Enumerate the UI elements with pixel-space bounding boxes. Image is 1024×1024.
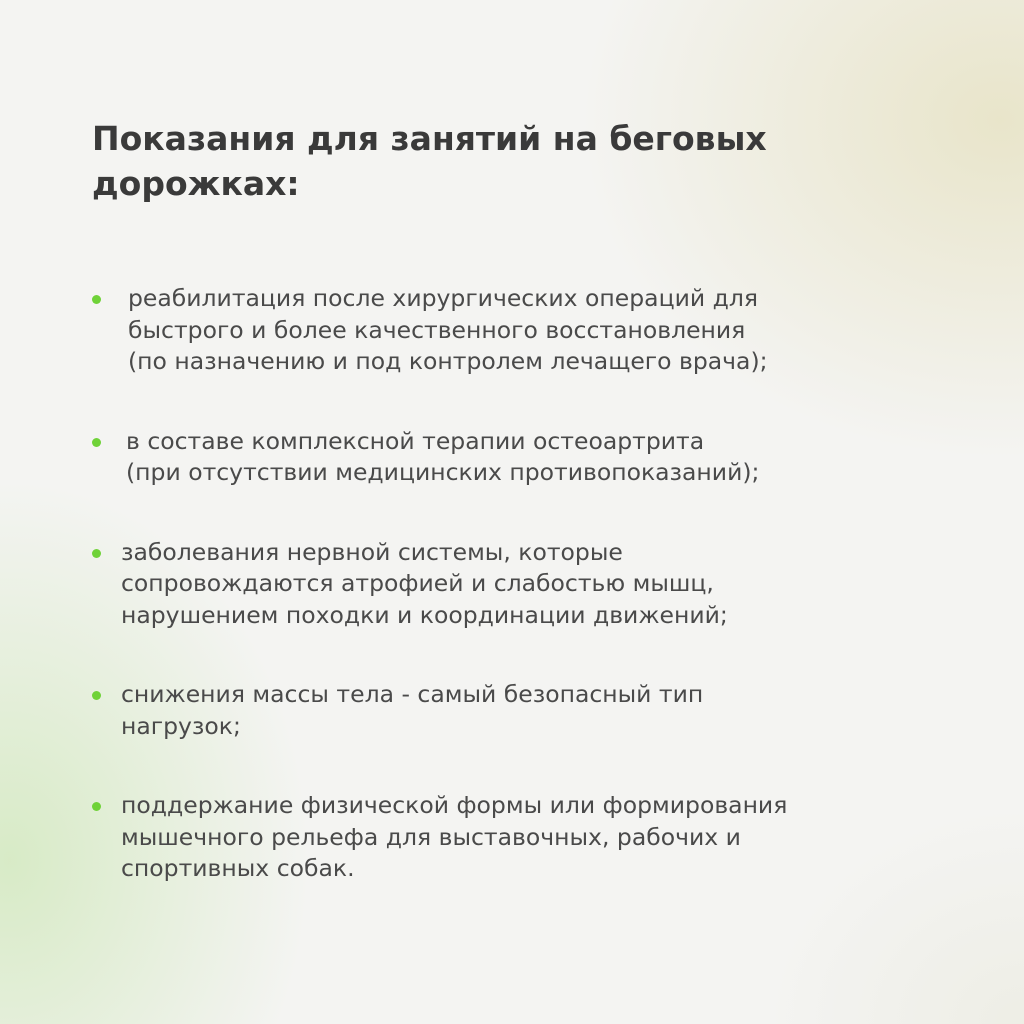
bullet-dot-icon [92,295,101,304]
list-item [92,426,972,489]
list-item-text: поддержание физической формы или формирования мышечного рельефа для выставочных, рабочих и спортивных собак. [121,791,788,882]
list-item-text: снижения массы тела - самый безопасный тип нагрузок; [121,680,704,740]
bullet-dot-icon [92,802,101,811]
bullet-dot-icon [92,549,101,558]
list-item-text: в составе комплексной терапии остеоартрита (при отсутствии медицинских противопоказаний); [126,426,760,486]
list-item [92,537,972,632]
list-item-text: заболевания нервной системы, которые сопровождаются атрофией и слабостью мышц, нарушением походки и координации движений; [121,537,728,629]
page-title: Показания для занятий на беговых дорожках: [92,119,767,203]
list-item-text: реабилитация после хирургических операций для быстрого и более качественного восстановления (по назначению и под контролем лечащего врача); [128,284,768,375]
list-item [92,283,972,378]
list-item [92,679,972,742]
indications-list [92,283,972,933]
bullet-dot-icon [92,691,101,700]
list-item [92,790,972,885]
bullet-dot-icon [92,438,101,447]
